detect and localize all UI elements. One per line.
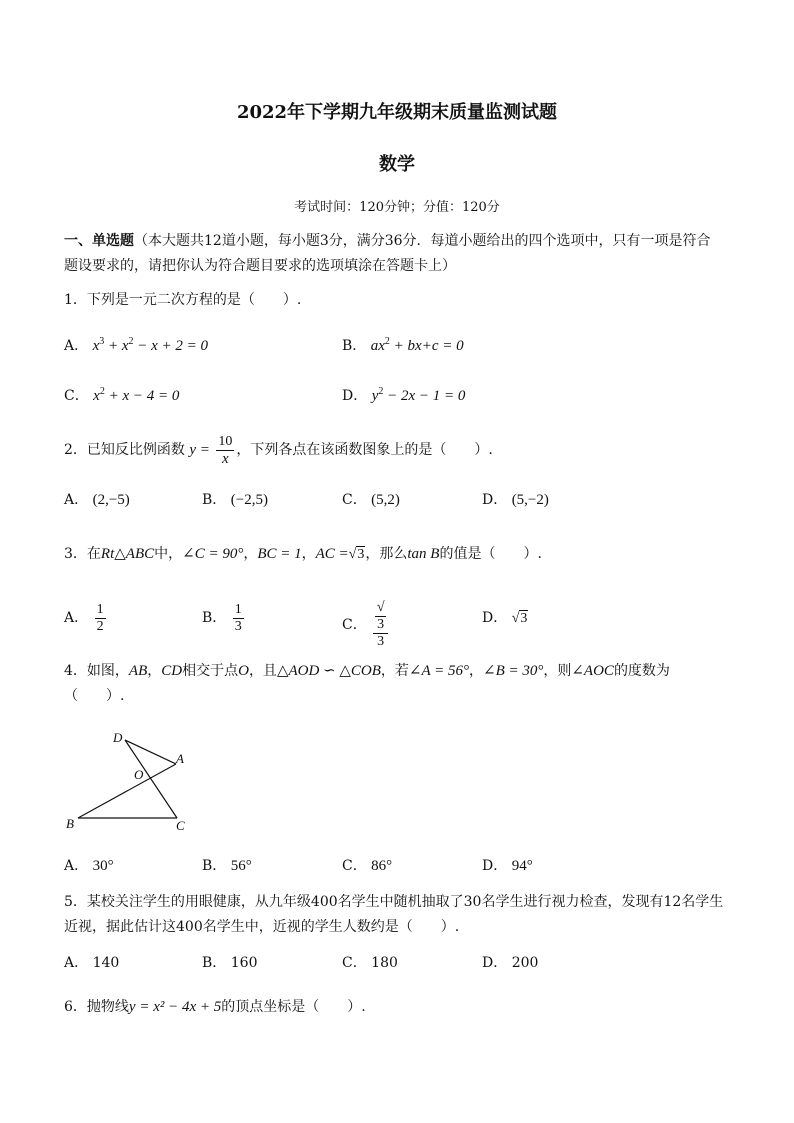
- option-label: C．: [64, 388, 89, 404]
- question-text: 的度数为: [613, 663, 670, 679]
- fraction-denominator: 3: [377, 634, 385, 649]
- q2-option-c[interactable]: [342, 490, 400, 510]
- q3-option-d[interactable]: [482, 600, 528, 637]
- option-formula: $x^3 + x^2 - x + 2 = 0$: [92, 336, 209, 354]
- parabola-formula: y = x² − 4x + 5: [128, 999, 222, 1015]
- point-label: O: [238, 663, 249, 679]
- option-label: A．: [64, 955, 89, 971]
- option-label: B．: [202, 492, 227, 508]
- q3-option-c[interactable]: [342, 600, 390, 650]
- q2-option-a[interactable]: [64, 490, 130, 510]
- question-4-stem: [64, 661, 670, 681]
- function-lhs: y =: [189, 442, 210, 458]
- separator: ，: [147, 663, 162, 679]
- option-label: B．: [342, 338, 367, 354]
- question-text: 下列是一元二次方程的是（ ）.: [86, 292, 302, 308]
- question-text: 在: [86, 546, 101, 562]
- option-label: D．: [482, 610, 508, 626]
- question-text: 已知反比例函数: [86, 442, 185, 458]
- fraction: [233, 602, 244, 635]
- q1-option-d[interactable]: [342, 386, 465, 406]
- radicand: 3: [520, 611, 528, 626]
- option-label: C．: [342, 858, 367, 874]
- segment-ab: [78, 764, 176, 818]
- question-number: 3．: [64, 546, 87, 562]
- option-value: (−2,5): [230, 492, 268, 508]
- question-text: 的值是（ ）.: [439, 546, 542, 562]
- fraction-numerator: 10: [218, 433, 233, 449]
- option-value: 86°: [371, 858, 393, 874]
- fraction-numerator: 1: [234, 601, 242, 617]
- q3-option-a[interactable]: [64, 600, 108, 636]
- option-label: D．: [482, 492, 508, 508]
- question-text-cont: 的顶点坐标是（ ）.: [221, 999, 366, 1015]
- geometry-figure: [60, 726, 200, 836]
- point-label-a: A: [176, 751, 184, 766]
- option-label: D．: [482, 955, 508, 971]
- question-text: 如图，: [86, 663, 129, 679]
- fraction-numerator: √ 3: [373, 600, 388, 634]
- q1-option-b[interactable]: [342, 336, 464, 356]
- section-heading: 一、单选题: [64, 233, 134, 249]
- question-6-stem: [64, 997, 366, 1017]
- question-number: 2．: [64, 442, 87, 458]
- q5-option-d[interactable]: [482, 953, 538, 973]
- option-value: 30°: [92, 858, 114, 874]
- q5-option-b[interactable]: [202, 953, 257, 973]
- option-value: (5,2): [371, 492, 400, 508]
- option-value: 94°: [511, 858, 533, 874]
- segment-label: CD: [161, 663, 183, 679]
- option-label: C．: [342, 955, 367, 971]
- q4-option-c[interactable]: [342, 856, 392, 876]
- instructions-line2: 题设要求的，请把你认为符合题目要求的选项填涂在答题卡上）: [64, 258, 456, 274]
- option-value: 180: [371, 955, 398, 971]
- fraction-numerator: 1: [96, 601, 104, 617]
- question-text: ，则: [543, 663, 572, 679]
- sqrt-expression: √3: [348, 547, 365, 562]
- q1-option-c[interactable]: [64, 386, 179, 406]
- exam-title: 2022年下学期九年级期末质量监测试题: [236, 102, 558, 123]
- angle-condition: ∠C = 90°: [182, 546, 244, 562]
- radicand: 3: [357, 547, 365, 562]
- section-instructions: [64, 231, 711, 251]
- fraction: [216, 434, 234, 467]
- fraction: [373, 600, 388, 650]
- option-label: A．: [64, 492, 89, 508]
- point-label-d: D: [113, 730, 123, 745]
- segment-label: AB: [128, 663, 148, 679]
- q4-option-b[interactable]: [202, 856, 252, 876]
- question-text: 相交于点: [182, 663, 239, 679]
- q5-option-c[interactable]: [342, 953, 398, 973]
- angle-condition: ∠B = 30°: [483, 663, 544, 679]
- question-text-cont: ，下列各点在该函数图象上的是（ ）.: [236, 442, 493, 458]
- fraction: [95, 602, 106, 635]
- option-formula: $y^2 - 2x - 1 = 0$: [371, 386, 466, 404]
- q4-option-d[interactable]: [482, 856, 533, 876]
- question-text: ，那么: [365, 546, 408, 562]
- exam-info: 考试时间：120分钟；分值：120分: [294, 200, 500, 215]
- separator: ，: [243, 546, 258, 562]
- option-value: (2,−5): [92, 492, 130, 508]
- q5-option-a[interactable]: [64, 953, 119, 973]
- similarity-statement: △AOD ∽ △COB: [276, 663, 381, 679]
- question-2-stem: [64, 430, 493, 470]
- question-text: ，且: [248, 663, 277, 679]
- option-value: 56°: [230, 858, 252, 874]
- question-5-stem-line2: 近视，据此估计这400名学生中，近视的学生人数约是（ ）.: [64, 919, 460, 935]
- option-label: C．: [342, 617, 367, 633]
- option-label: B．: [202, 955, 227, 971]
- q1-option-a[interactable]: [64, 336, 208, 356]
- q3-option-b[interactable]: [202, 600, 246, 636]
- question-number: 4．: [64, 663, 87, 679]
- question-text: 中，: [154, 546, 183, 562]
- separator: ，: [469, 663, 483, 679]
- option-formula: $x^2 + x - 4 = 0$: [93, 386, 180, 404]
- question-number: 1．: [64, 292, 87, 308]
- option-formula: $ax^2 + bx+c = 0$: [370, 336, 464, 354]
- question-text: 抛物线: [86, 999, 129, 1015]
- option-label: B．: [202, 610, 227, 626]
- question-1-stem: [64, 290, 301, 310]
- fraction-denominator: 3: [234, 618, 242, 634]
- side-condition: AC =: [315, 546, 349, 562]
- option-label: C．: [342, 492, 367, 508]
- option-label: A．: [64, 338, 89, 354]
- option-label: D．: [482, 858, 508, 874]
- angle-condition: ∠A = 56°: [408, 663, 469, 679]
- option-value: 140: [92, 955, 120, 971]
- radicand: 3: [377, 617, 385, 632]
- sqrt-expression: √3: [511, 611, 528, 626]
- side-condition: BC = 1: [257, 546, 302, 562]
- question-number: 6．: [64, 999, 87, 1015]
- question-4-stem-line2: （ ）.: [64, 688, 125, 704]
- fraction-denominator: x: [222, 450, 229, 467]
- point-label-b: B: [66, 816, 74, 831]
- option-value: (5,−2): [511, 492, 549, 508]
- question-text: 某校关注学生的用眼健康，从九年级400名学生中随机抽取了30名学生进行视力检查，发现有12名学生: [86, 894, 724, 910]
- separator: ，: [301, 546, 316, 562]
- question-3-stem: [64, 544, 542, 565]
- question-5-stem: [64, 892, 723, 912]
- subject-title: 数学: [379, 154, 415, 175]
- tan-expression: tan B: [407, 546, 440, 562]
- point-label-o: O: [134, 767, 144, 782]
- option-label: A．: [64, 858, 89, 874]
- option-value: 160: [230, 955, 258, 971]
- q2-option-d[interactable]: [482, 490, 549, 510]
- angle-asked: ∠AOC: [571, 663, 614, 679]
- point-label-c: C: [176, 818, 185, 833]
- triangle-label: Rt△ABC: [100, 546, 155, 562]
- question-text: ，若: [380, 663, 409, 679]
- instructions-line1: （本大题共12道小题，每小题3分，满分36分．每道小题给出的四个选项中，只有一项是符合: [134, 233, 711, 249]
- question-number: 5．: [64, 894, 87, 910]
- option-label: B．: [202, 858, 227, 874]
- option-value: 200: [511, 955, 539, 971]
- option-label: D．: [342, 388, 368, 404]
- option-label: A．: [64, 610, 89, 626]
- q4-option-a[interactable]: [64, 856, 114, 876]
- q2-option-b[interactable]: [202, 490, 268, 510]
- fraction-denominator: 2: [96, 618, 104, 634]
